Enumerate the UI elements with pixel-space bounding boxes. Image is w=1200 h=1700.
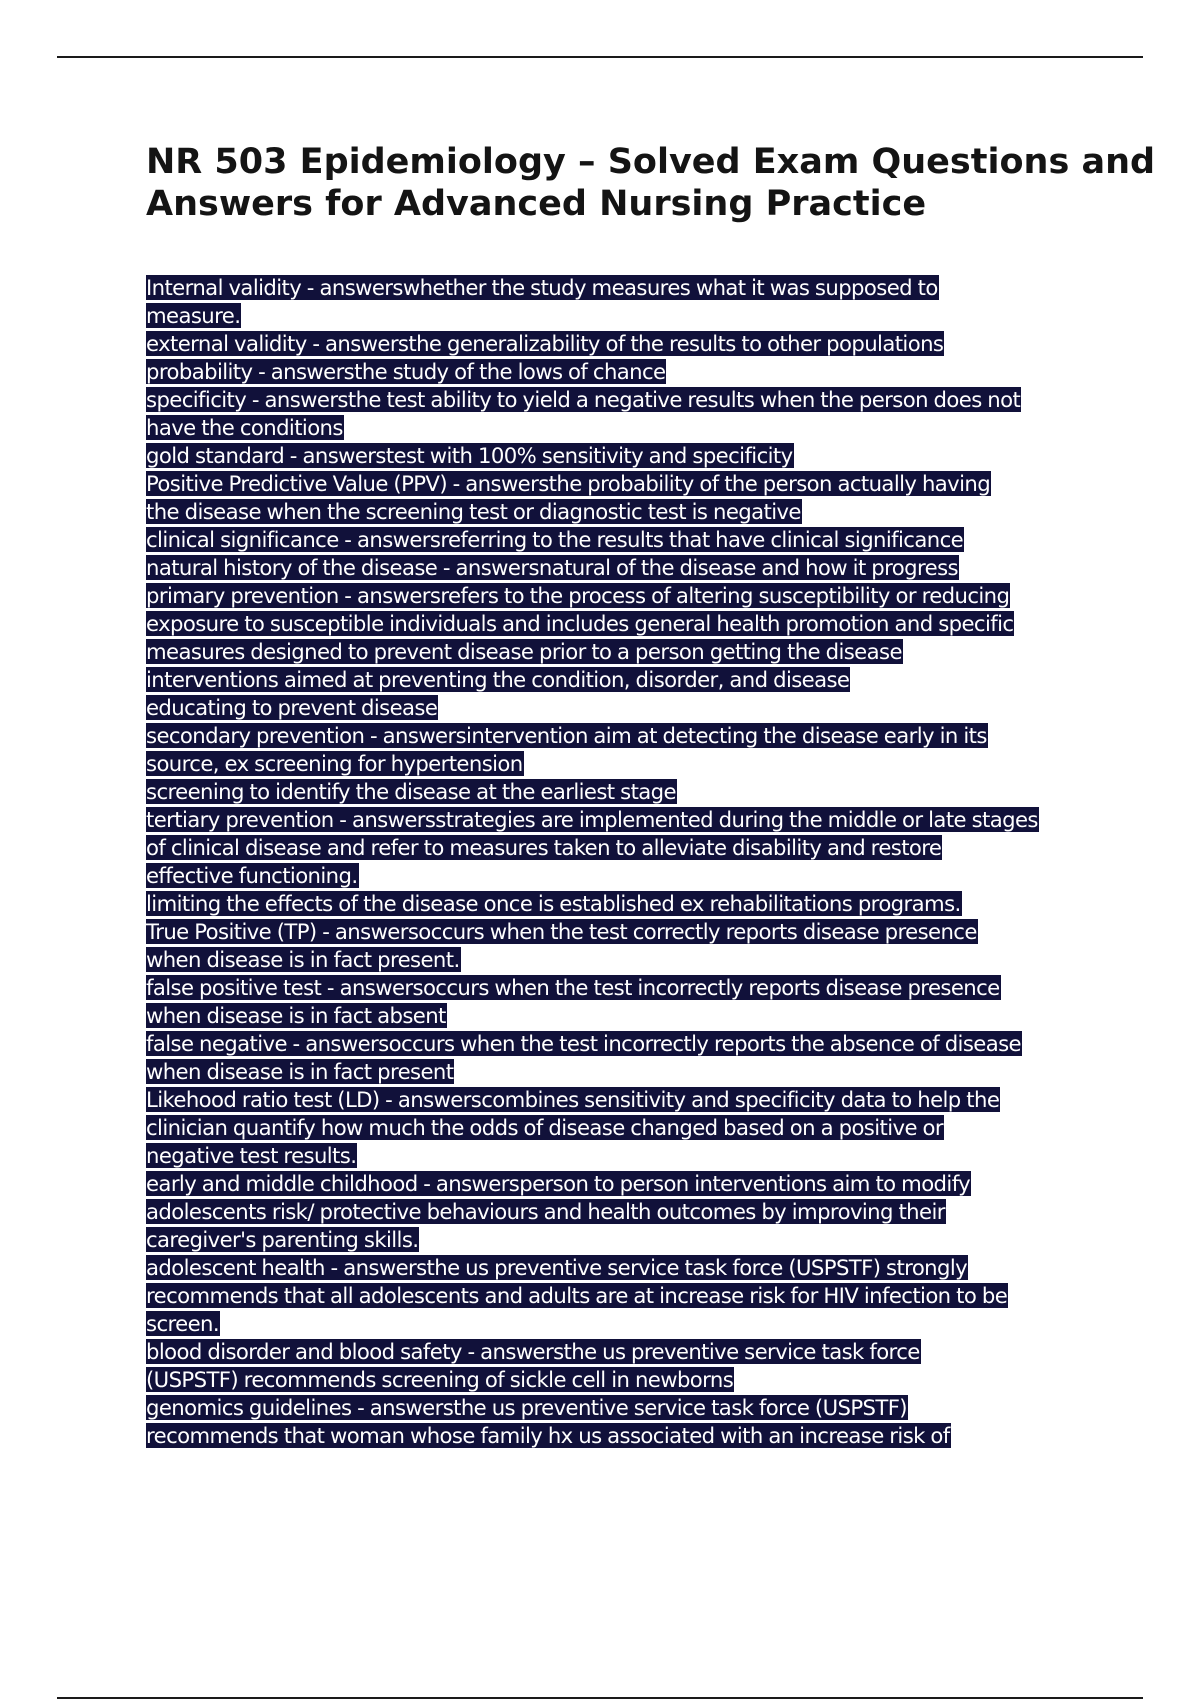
text-line — [146, 1114, 1146, 1142]
highlighted-text[interactable]: false negative - answersoccurs when the test incorrectly reports the absence of disease — [146, 1031, 1021, 1056]
text-line — [146, 1366, 1146, 1394]
highlighted-text[interactable]: effective functioning. — [146, 863, 358, 888]
highlighted-text[interactable]: adolescents risk/ protective behaviours and health outcomes by improving their — [146, 1199, 945, 1224]
highlighted-text[interactable]: adolescent health - answersthe us preventive service task force (USPSTF) strongly — [146, 1255, 968, 1280]
text-line — [146, 694, 1146, 722]
highlighted-text[interactable]: Likehood ratio test (LD) - answerscombines sensitivity and specificity data to help the — [146, 1087, 1000, 1112]
text-line — [146, 834, 1146, 862]
highlighted-text[interactable]: when disease is in fact present — [146, 1059, 454, 1084]
highlighted-text[interactable]: negative test results. — [146, 1143, 357, 1168]
highlighted-text[interactable]: gold standard - answerstest with 100% sensitivity and specificity — [146, 443, 793, 468]
text-line — [146, 442, 1146, 470]
highlighted-text[interactable]: when disease is in fact absent — [146, 1003, 446, 1028]
highlighted-text[interactable]: (USPSTF) recommends screening of sickle cell in newborns — [146, 1367, 734, 1392]
highlighted-text[interactable]: tertiary prevention - answersstrategies are implemented during the middle or late stages — [146, 807, 1038, 832]
text-line — [146, 1338, 1146, 1366]
text-line — [146, 1254, 1146, 1282]
text-line — [146, 1086, 1146, 1114]
text-line — [146, 750, 1146, 778]
text-line — [146, 386, 1146, 414]
highlighted-text[interactable]: clinical significance - answersreferring to the results that have clinical significance — [146, 527, 964, 552]
text-line — [146, 1226, 1146, 1254]
text-line — [146, 1394, 1146, 1422]
text-line — [146, 1002, 1146, 1030]
top-rule — [57, 56, 1143, 58]
highlighted-text[interactable]: screening to identify the disease at the earliest stage — [146, 779, 676, 804]
highlighted-text[interactable]: blood disorder and blood safety - answersthe us preventive service task force — [146, 1339, 920, 1364]
qa-body — [146, 274, 1146, 1450]
text-line — [146, 470, 1146, 498]
highlighted-text[interactable]: educating to prevent disease — [146, 695, 438, 720]
text-line — [146, 862, 1146, 890]
text-line — [146, 638, 1146, 666]
text-line — [146, 1310, 1146, 1338]
highlighted-text[interactable]: false positive test - answersoccurs when the test incorrectly reports disease presence — [146, 975, 1000, 1000]
text-line — [146, 330, 1146, 358]
document-title: NR 503 Epidemiology – Solved Exam Questions and Answers for Advanced Nursing Practice — [146, 142, 1156, 224]
highlighted-text[interactable]: specificity - answersthe test ability to yield a negative results when the person does not — [146, 387, 1021, 412]
text-line — [146, 610, 1146, 638]
text-line — [146, 666, 1146, 694]
text-line — [146, 498, 1146, 526]
highlighted-text[interactable]: genomics guidelines - answersthe us preventive service task force (USPSTF) — [146, 1395, 907, 1420]
text-line — [146, 946, 1146, 974]
highlighted-text[interactable]: interventions aimed at preventing the condition, disorder, and disease — [146, 667, 850, 692]
text-line — [146, 1422, 1146, 1450]
highlighted-text[interactable]: primary prevention - answersrefers to the process of altering susceptibility or reducing — [146, 583, 1010, 608]
highlighted-text[interactable]: external validity - answersthe generalizability of the results to other populations — [146, 331, 944, 356]
text-line — [146, 1170, 1146, 1198]
text-line — [146, 526, 1146, 554]
highlighted-text[interactable]: Internal validity - answerswhether the study measures what it was supposed to — [146, 275, 938, 300]
text-line — [146, 414, 1146, 442]
highlighted-text[interactable]: the disease when the screening test or diagnostic test is negative — [146, 499, 801, 524]
highlighted-text[interactable]: natural history of the disease - answersnatural of the disease and how it progress — [146, 555, 958, 580]
text-line — [146, 722, 1146, 750]
text-line — [146, 918, 1146, 946]
highlighted-text[interactable]: have the conditions — [146, 415, 343, 440]
highlighted-text[interactable]: recommends that woman whose family hx us associated with an increase risk of — [146, 1423, 950, 1448]
text-line — [146, 1058, 1146, 1086]
highlighted-text[interactable]: source, ex screening for hypertension — [146, 751, 523, 776]
highlighted-text[interactable]: of clinical disease and refer to measures taken to alleviate disability and restore — [146, 835, 942, 860]
text-line — [146, 1030, 1146, 1058]
text-line — [146, 554, 1146, 582]
highlighted-text[interactable]: clinician quantify how much the odds of disease changed based on a positive or — [146, 1115, 944, 1140]
text-line — [146, 1282, 1146, 1310]
text-line — [146, 890, 1146, 918]
highlighted-text[interactable]: Positive Predictive Value (PPV) - answersthe probability of the person actually having — [146, 471, 991, 496]
text-line — [146, 358, 1146, 386]
highlighted-text[interactable]: True Positive (TP) - answersoccurs when the test correctly reports disease presence — [146, 919, 977, 944]
highlighted-text[interactable]: when disease is in fact present. — [146, 947, 460, 972]
text-line — [146, 582, 1146, 610]
highlighted-text[interactable]: measures designed to prevent disease prior to a person getting the disease — [146, 639, 902, 664]
text-line — [146, 778, 1146, 806]
highlighted-text[interactable]: secondary prevention - answersintervention aim at detecting the disease early in its — [146, 723, 987, 748]
text-line — [146, 1142, 1146, 1170]
bottom-rule — [57, 1697, 1143, 1699]
text-line — [146, 302, 1146, 330]
highlighted-text[interactable]: measure. — [146, 303, 241, 328]
highlighted-text[interactable]: caregiver's parenting skills. — [146, 1227, 419, 1252]
text-line — [146, 274, 1146, 302]
highlighted-text[interactable]: probability - answersthe study of the lows of chance — [146, 359, 666, 384]
highlighted-text[interactable]: recommends that all adolescents and adults are at increase risk for HIV infection to be — [146, 1283, 1008, 1308]
highlighted-text[interactable]: early and middle childhood - answersperson to person interventions aim to modify — [146, 1171, 971, 1196]
text-line — [146, 1198, 1146, 1226]
highlighted-text[interactable]: limiting the effects of the disease once is established ex rehabilitations programs. — [146, 891, 961, 916]
highlighted-text[interactable]: exposure to susceptible individuals and includes general health promotion and specific — [146, 611, 1014, 636]
text-line — [146, 974, 1146, 1002]
text-line — [146, 806, 1146, 834]
highlighted-text[interactable]: screen. — [146, 1311, 219, 1336]
